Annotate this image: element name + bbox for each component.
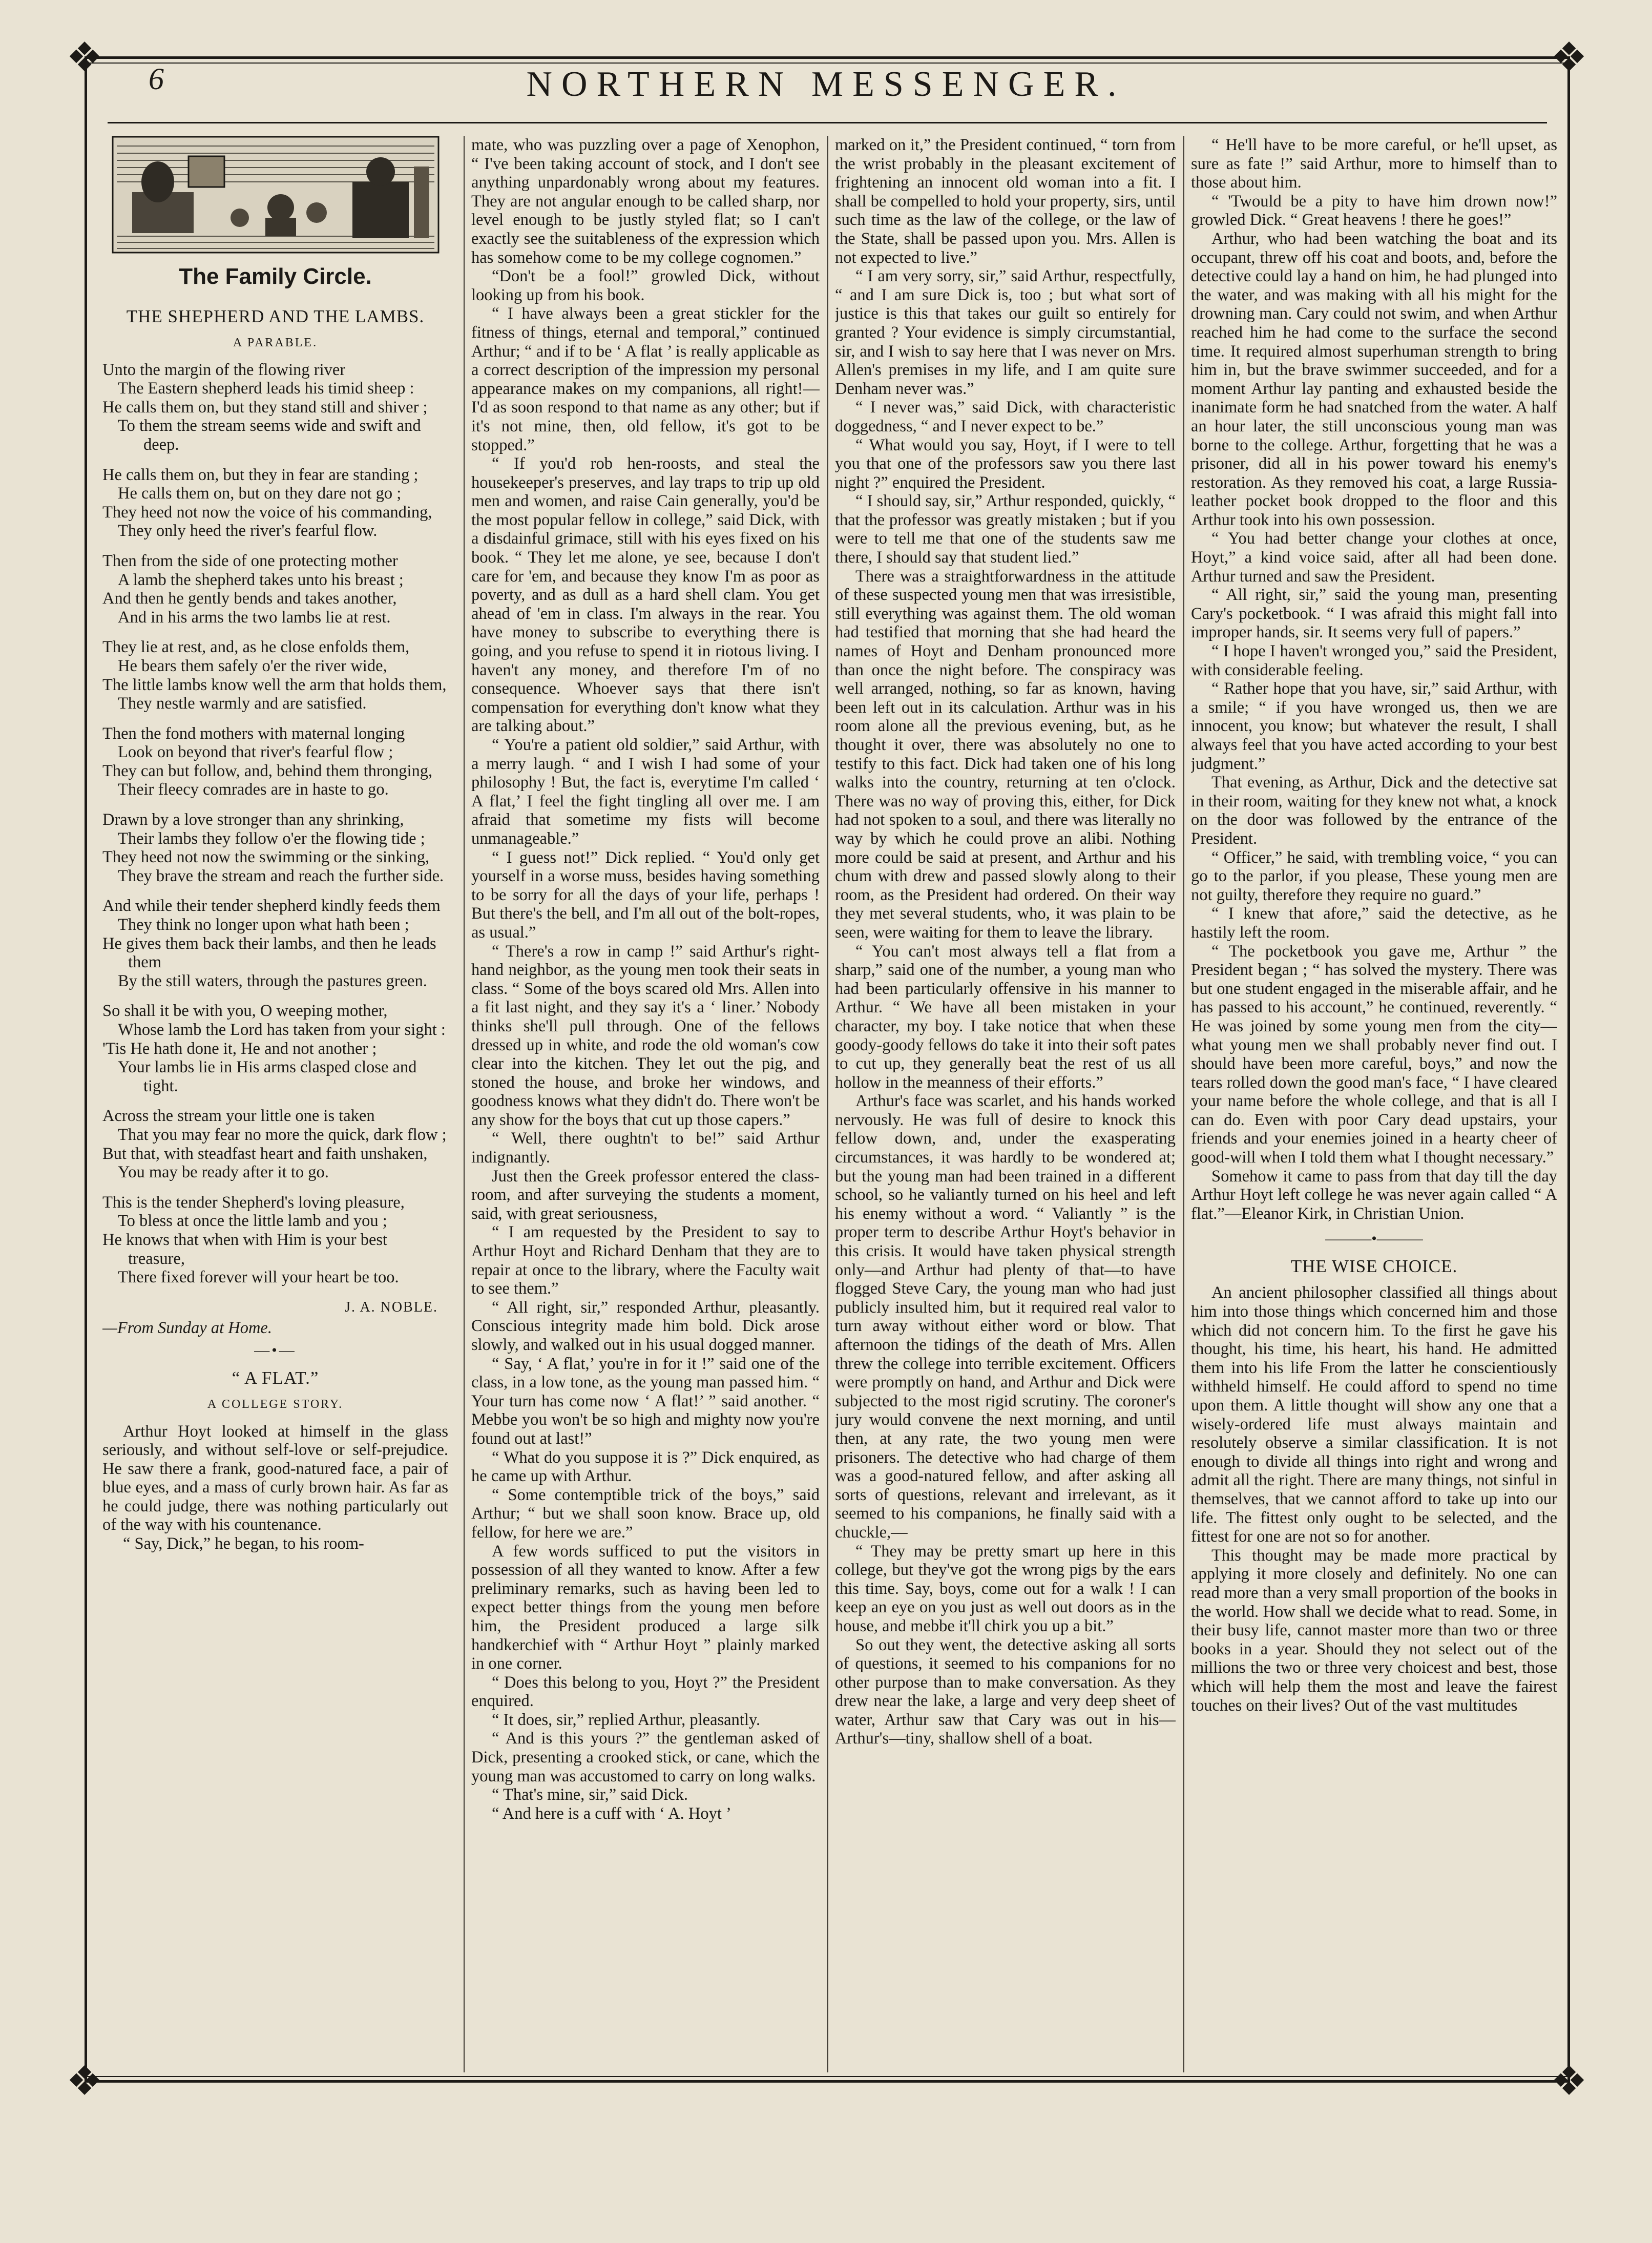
poem-line: They brave the stream and reach the further side. <box>118 866 444 885</box>
poem-line: Then the fond mothers with maternal longing <box>102 724 405 743</box>
paragraph: “ Say, ‘ A flat,’ you're in for it !” said one of the class, in a low tone, as the young man passed him. “ Your turn has come now ‘ A flat!’ ” said another. “ Mebbe you won't be so high and mighty now you're found out at last!” <box>471 1354 820 1448</box>
poem-line: He calls them on, but they stand still and shiver ; <box>102 398 428 417</box>
poem-line: Your lambs lie in His arms clasped close and tight. <box>118 1058 417 1095</box>
poem-body <box>102 361 448 1287</box>
poem-line: This is the tender Shepherd's loving pleasure, <box>102 1193 405 1212</box>
frame-bottom-rule-inner <box>85 2076 1570 2077</box>
paragraph: This thought may be made more practical by applying it more closely and definitely. No one can read more than a very small proportion of the books in the world. How shall we decide what to read. Some, in their busy life, cannot master more than two or three books in a year. Should they not select out of the millions the two or three very choicest and best, those which will help them the most and leave the fairest touches on their lives? Out of the vast multitudes <box>1191 1546 1557 1715</box>
poem-line: They nestle warmly and are satisfied. <box>118 694 367 713</box>
column-3 <box>835 136 1176 2072</box>
frame-left-rule <box>85 56 87 2083</box>
paragraph: “ That's mine, sir,” said Dick. <box>492 1785 688 1804</box>
column-2 <box>471 136 820 2072</box>
poem-line: That you may fear no more the quick, dark flow ; <box>118 1125 447 1144</box>
poem-line: But that, with steadfast heart and faith unshaken, <box>102 1144 428 1163</box>
poem-line: You may be ready after it to go. <box>118 1163 329 1182</box>
poem-stanza <box>102 1107 448 1181</box>
paragraph: “ I knew that afore,” said the detective, as he hastily left the room. <box>1191 904 1557 942</box>
column-rule-3 <box>1183 136 1184 2072</box>
poem-line: They can but follow, and, behind them thronging, <box>102 761 433 780</box>
paragraph: An ancient philosopher classified all things about him into those things which concerned him and those which did not concern him. To the first he gave his thought, his time, his heart, his hand. He admitted them into his life From the latter he conscientiously withheld himself. He could afford to spend no time upon them. A little thought will show any one that a wisely-ordered life must always maintain and resolutely observe a similar classification. It is not enough to divide all things into right and wrong and admit all the right. There are many things, not sinful in themselves, that we cannot afford to take up into our life. The fittest only ought to be selected, and the fittest for one are not so for another. <box>1191 1283 1557 1546</box>
poem-line: They heed not now the swimming or the sinking, <box>102 848 430 867</box>
paragraph: mate, who was puzzling over a page of Xenophon, “ I've been taking account of stock, and I don't see anything unpardonably wrong about my features. They are not angular enough to be called sharp, nor level enough to be justly styled flat; so I can't exactly see the suitableness of the expression which has somehow come to be my college cognomen.” <box>471 136 820 267</box>
poem-line: Look on beyond that river's fearful flow ; <box>118 743 393 762</box>
paragraph: “ The pocketbook you gave me, Arthur ” the President began ; “ has solved the mystery. There was but one student engaged in the miserable affair, and he has passed to his account,” he continued, reverently. “ He was joined by some young men from the city—what young men we shall probably never find out. I should have been more careful, boys,” and now the tears rolled down the good man's face, “ I have cleared your name before the whole college, and that is all I can do. Even with poor Cary dead upstairs, your friends and your enemies joined in a hearty cheer of good-will when I told them what I thought necessary.” <box>1191 942 1557 1167</box>
paragraph: “ And is this yours ?” the gentleman asked of Dick, presenting a crooked stick, or cane, which the young man was accustomed to carry on long walks. <box>471 1729 820 1785</box>
poem-line: Unto the margin of the flowing river <box>102 360 346 379</box>
paragraph: Arthur Hoyt looked at himself in the glass seriously, and without self-love or self-prejudice. He saw there a frank, good-natured face, a pair of blue eyes, and a mass of curly brown hair. As far as he could judge, there was nothing particularly out of the way with his countenance. <box>102 1422 448 1534</box>
poem-line: Then from the side of one protecting mother <box>102 551 398 570</box>
page-number: 6 <box>149 62 164 96</box>
corner-ornament-top-right: ❖ <box>1551 35 1587 80</box>
paragraph: “ Say, Dick,” he began, to his room- <box>123 1534 364 1553</box>
paragraph: So out they went, the detective asking all sorts of questions, it seemed to his companions for no other purpose than to make conversation. As they drew near the lake, a large and very deep sheet of water, Arthur saw that Cary was out in his—Arthur's—tiny, shallow shell of a boat. <box>835 1635 1176 1748</box>
story-opening <box>102 1422 448 1553</box>
poem-stanza <box>102 1193 448 1287</box>
poem-line: The Eastern shepherd leads his timid sheep : <box>118 379 414 398</box>
poem-line: And in his arms the two lambs lie at rest. <box>118 608 391 627</box>
paragraph: Just then the Greek professor entered the class-room, and after surveying the students a moment, said, with great seriousness, <box>471 1167 820 1223</box>
paragraph: “ I never was,” said Dick, with characteristic doggedness, “ and I never expect to be.” <box>835 398 1176 435</box>
paragraph: “ I hope I haven't wronged you,” said the President, with considerable feeling. <box>1191 642 1557 679</box>
paragraph: “ All right, sir,” responded Arthur, pleasantly. Conscious integrity made him bold. Dick arose slowly, and walked out in his usual dogged manner. <box>471 1298 820 1354</box>
corner-ornament-bottom-left: ❖ <box>66 2059 103 2104</box>
paragraph: “ You're a patient old soldier,” said Arthur, with a merry laugh. “ and I wish I had some of your philosophy ! But, the fact is, everytime I'm called ‘ A flat,’ I feel the fight tingling all over me. I am afraid that sometime my fists will become unmanageable.” <box>471 736 820 848</box>
poem-stanza <box>102 811 448 885</box>
poem-line: They think no longer upon what hath been ; <box>118 916 409 934</box>
paragraph: “ What would you say, Hoyt, if I were to tell you that one of the professors saw you there last night ?” enquired the President. <box>835 435 1176 492</box>
column-rule-2 <box>827 136 828 2072</box>
paragraph: “ They may be pretty smart up here in this college, but they've got the wrong pigs by the ears this time. Say, boys, come out for a walk ! I can keep an eye on you just as well out doors as in the house, and mebbe it'll chirk you up a bit.” <box>835 1542 1176 1635</box>
family-circle-engraving <box>112 136 440 254</box>
paragraph: “ I guess not!” Dick replied. “ You'd only get yourself in a worse muss, besides having something to be sorry for all the days of your life, perhaps ! But there's the bell, and I'm all out of the bolt-ropes, as usual.” <box>471 848 820 942</box>
paragraph: A few words sufficed to put the visitors in possession of all they wanted to know. After a few preliminary remarks, such as having been led to expect better things from the young men before him, the President produced a large silk handkerchief with “ Arthur Hoyt ” plainly marked in one corner. <box>471 1542 820 1673</box>
poem-line: A lamb the shepherd takes unto his breast ; <box>118 570 404 589</box>
poem-line: He calls them on, but on they dare not go ; <box>118 484 402 503</box>
poem-line: Whose lamb the Lord has taken from your sight : <box>118 1021 446 1039</box>
paragraph: Arthur's face was scarlet, and his hands worked nervously. He was full of desire to knock this fellow down, and, under the exasperating circumstances, it was hardly to be wondered at; but the young man had been trained in a different school, so he valiantly turned on his heel and left his enemy without a word. “ Valiantly ” is the proper term to describe Arthur Hoyt's behavior in this crisis. It would have taken physical strength only—and Arthur had plenty of that—to have flogged Steve Cary, the young man who had just publicly insulted him, but it required real valor to turn away without either word or blow. That afternoon the tidings of the death of Mrs. Allen threw the college into terrible excitement. Officers were promptly on hand, and Arthur and Dick were subjected to the most rigid scrutiny. The coroner's jury would convene the next morning, and until then, at any rate, the two young men were prisoners. The detective who had charge of them was a good-natured fellow, and after asking all sorts of questions, relevant and irrelevant, as it seemed to his companions, he finally said with a chuckle,— <box>835 1092 1176 1542</box>
section-title-wise-choice: THE WISE CHOICE. <box>1290 1256 1458 1277</box>
story-conclusion <box>1191 136 1557 1223</box>
paragraph: Arthur, who had been watching the boat and its occupant, threw off his coat and boots, and, before the detective could lay a hand on him, he had plunged into the water, and was making with all his might for the drowning man. Cary could not swim, and when Arthur reached him he had come to the surface the second time. It required almost superhuman strength to bring him in, but the brave swimmer succeeded, and for a moment Arthur lay panting and exhausted beside the inanimate form he had snatched from the water. A half an hour later, the still unconscious young man was borne to the college. Arthur, forgetting that he was a prisoner, did all in his power toward his enemy's restoration. As they removed his coat, a large Russia-leather pocket book dropped to the floor and this Arthur took into his own possession. <box>1191 229 1557 529</box>
paragraph: “ All right, sir,” said the young man, presenting Cary's pocketbook. “ I was afraid this might fall into improper hands, sir. It seems very full of papers.” <box>1191 586 1557 642</box>
poem-stanza <box>102 361 448 454</box>
divider-ornament: —•— <box>254 1341 297 1359</box>
frame-top-rule-inner <box>85 63 1570 64</box>
poem-line: To bless at once the little lamb and you ; <box>118 1212 387 1231</box>
poem-line: He knows that when with Him is your best treasure, <box>102 1230 388 1268</box>
poem-stanza <box>102 466 448 541</box>
paragraph: marked on it,” the President continued, “ torn from the wrist probably in the pleasant excitement of frightening an innocent old woman into a fit. I shall be compelled to hold your property, sirs, until such time as the law of the college, or the law of the State, shall be passed upon you. Mrs. Allen is not expected to live.” <box>835 136 1176 267</box>
poem-stanza <box>102 897 448 990</box>
poem-line: Drawn by a love stronger than any shrinking, <box>102 811 404 829</box>
paragraph: There was a straightforwardness in the attitude of these suspected young men that was irresistible, still everything was against them. The old woman had testified that morning that she had heard the names of Hoyt and Denham pronounced more than once the night before. The conspiracy was well arranged, nothing, so far as known, having been left out in its calculation. Arthur was in his room alone all the previous evening, but, as he thought it over, there was absolutely no one to testify to this fact. Dick had taken one of his long walks into the country, returning at ten o'clock. There was no way of proving this, either, for Dick had not spoken to a soul, and there was literally no way by which he could prove an alibi. Nothing more could be said at present, and Arthur and his chum with drew and passed slowly along to their room, as the President had ordered. On their way they met several students, who, it was plain to be seen, were waiting for them to leave the library. <box>835 567 1176 942</box>
story-title: “ A FLAT.” <box>232 1367 319 1388</box>
frame-right-rule <box>1567 56 1570 2083</box>
poem-line: By the still waters, through the pastures green. <box>118 971 427 990</box>
paragraph: “ What do you suppose it is ?” Dick enquired, as he came up with Arthur. <box>471 1448 820 1486</box>
poem-line: He gives them back their lambs, and then he leads them <box>102 934 436 972</box>
poem-line: Their fleecy comrades are in haste to go. <box>118 780 389 799</box>
poem-line: The little lambs know well the arm that holds them, <box>102 675 447 694</box>
poem-line: To them the stream seems wide and swift and deep. <box>118 417 421 454</box>
poem-signature: J. A. NOBLE. <box>345 1299 438 1315</box>
paragraph: “ 'Twould be a pity to have him drown now!” growled Dick. “ Great heavens ! there he goes!” <box>1191 192 1557 230</box>
frame-bottom-rule <box>85 2080 1570 2083</box>
corner-ornament-bottom-right: ❖ <box>1551 2059 1587 2104</box>
paragraph: “ I am requested by the President to say to Arthur Hoyt and Richard Denham that they are to repair at once to the library, where the Faculty wait to see them.” <box>471 1223 820 1298</box>
divider-ornament-2: ———•——— <box>1325 1230 1423 1248</box>
column-1 <box>102 136 448 2072</box>
masthead-title: NORTHERN MESSENGER. <box>526 65 1126 104</box>
poem-line: 'Tis He hath done it, He and not another ; <box>102 1039 377 1058</box>
poem-line: Their lambs they follow o'er the flowing tide ; <box>118 829 425 848</box>
paragraph: “ I should say, sir,” Arthur responded, quickly, “ that the professor was greatly mistaken ; but if you were to tell me that one of the students saw me there, I should say that student lied.” <box>835 492 1176 567</box>
poem-subtitle: A PARABLE. <box>233 336 318 349</box>
paragraph: “ You can't most always tell a flat from a sharp,” said one of the number, a young man who had been particularly offensive in his manner to Arthur. “ We have all been mistaken in your character, my boy. I take notice that when these goody-goody fellows do take it into their soft pates to cut up, they generally beat the rest of us all hollow in the meanness of their efforts.” <box>835 942 1176 1092</box>
poem-line: He bears them safely o'er the river wide, <box>118 656 387 675</box>
poem-line: They only heed the river's fearful flow. <box>118 522 378 541</box>
paragraph: “ I am very sorry, sir,” said Arthur, respectfully, “ and I am sure Dick is, too ; but what sort of justice is this that takes our guilt so entirely for granted ? Your evidence is simply circumstantial, sir, and I wish to say here that I was never on Mrs. Allen's premises in my life, and I am quite sure Denham never was.” <box>835 267 1176 398</box>
poem-stanza <box>102 638 448 713</box>
poem-line: And then he gently bends and takes another, <box>102 589 397 608</box>
paragraph: “ Officer,” he said, with trembling voice, “ you can go to the parlor, if you please, These young men are not guilty, therefore they require no guard.” <box>1191 848 1557 904</box>
poem-line: There fixed forever will your heart be too. <box>118 1268 399 1287</box>
masthead-rule <box>108 122 1547 123</box>
story-subtitle: A COLLEGE STORY. <box>207 1397 344 1411</box>
paragraph: “ Well, there oughtn't to be!” said Arthur indignantly. <box>471 1129 820 1167</box>
paragraph: “ There's a row in camp !” said Arthur's right-hand neighbor, as the young men took their seats in class. “ Some of the boys scared old Mrs. Allen into a fit last night, and they say it's a ‘ liner.’ Nobody thinks she'll pull through. One of the fellows dressed up in white, and rode the old woman's cow clear into the kitchen. They let out the pig, and stoned the house, and broke her windows, and goodness knows what they didn't do. There won't be any show for the boys that cut up those capers.” <box>471 942 820 1129</box>
section-title-family-circle: The Family Circle. <box>179 264 372 289</box>
paragraph: “ He'll have to be more careful, or he'll upset, as sure as fate !” said Arthur, more to himself than to those about him. <box>1191 136 1557 192</box>
paragraph: “ You had better change your clothes at once, Hoyt,” a kind voice said, after all had been done. Arthur turned and saw the President. <box>1191 529 1557 586</box>
paragraph: That evening, as Arthur, Dick and the detective sat in their room, waiting for they knew not what, a knock on the door was followed by the entrance of the President. <box>1191 773 1557 848</box>
poem-line: They lie at rest, and, as he close enfolds them, <box>102 638 410 657</box>
paragraph: “ I have always been a great stickler for the fitness of things, eternal and temporal,” continued Arthur; “ and if to be ‘ A flat ’ is really applicable as a correct description of the impression my personal appearance makes on my companions, all right!—I'd as soon respond to that name as any other; but if it's not mine, then, old fellow, it's got to be stopped.” <box>471 304 820 454</box>
column-4 <box>1191 136 1557 2072</box>
paragraph: “ It does, sir,” replied Arthur, pleasantly. <box>492 1710 761 1729</box>
poem-stanza <box>102 552 448 627</box>
wise-choice-body <box>1191 1283 1557 1715</box>
paragraph: “ And here is a cuff with ‘ A. Hoyt ’ <box>492 1804 731 1823</box>
column-rule-1 <box>464 136 465 2072</box>
poem-line: Across the stream your little one is taken <box>102 1107 375 1126</box>
poem-line: They heed not now the voice of his commanding, <box>102 503 432 522</box>
poem-title: THE SHEPHERD AND THE LAMBS. <box>126 306 425 326</box>
poem-source: —From Sunday at Home. <box>102 1319 272 1338</box>
corner-ornament-top-left: ❖ <box>66 35 103 80</box>
poem-line: He calls them on, but they in fear are standing ; <box>102 465 419 484</box>
poem-line: So shall it be with you, O weeping mother, <box>102 1002 388 1021</box>
paragraph: “ Rather hope that you have, sir,” said Arthur, with a smile; “ if you have wronged us, then we are innocent, you know; but whatever the result, I shall always feel that you have acted according to your best judgment.” <box>1191 679 1557 773</box>
paragraph: “ Some contemptible trick of the boys,” said Arthur; “ but we shall soon know. Brace up, old fellow, for here we are.” <box>471 1485 820 1542</box>
poem-stanza <box>102 724 448 799</box>
paragraph: “Don't be a fool!” growled Dick, without looking up from his book. <box>471 267 820 304</box>
poem-stanza <box>102 1002 448 1095</box>
poem-line: And while their tender shepherd kindly feeds them <box>102 897 441 916</box>
paragraph: Somehow it came to pass from that day till the day Arthur Hoyt left college he was never again called “ A flat.”—Eleanor Kirk, in Christian Union. <box>1191 1167 1557 1223</box>
paragraph: “ If you'd rob hen-roosts, and steal the housekeeper's preserves, and lay traps to trip up old men and women, and raise Cain generally, you'd be the most popular fellow in college,” said Dick, with a disdainful grimace, still with his eyes fixed on his book. “ They let me alone, ye see, because I don't care for 'em, and because they know I'm as poor as poverty, and as dull as a hard shell clam. You get ahead of 'em in class. I'm always in the rear. You have money to subscribe to everything there is going, and you refuse to spend it in riotous living. I haven't any money, and therefore I'm of no consequence. Whoever says that there isn't compensation for everything don't know what they are talking about.” <box>471 454 820 736</box>
paragraph: “ Does this belong to you, Hoyt ?” the President enquired. <box>471 1673 820 1711</box>
frame-top-rule <box>85 56 1570 59</box>
